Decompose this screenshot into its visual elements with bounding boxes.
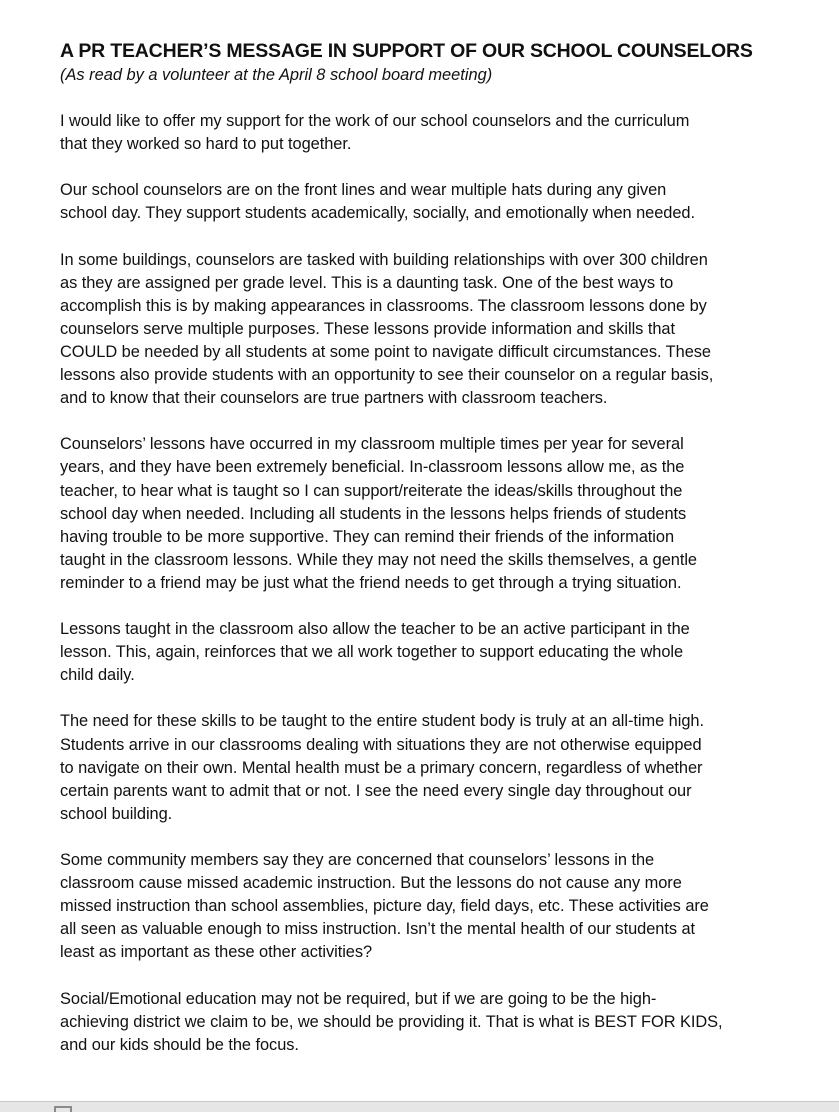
paragraph-4 [60,433,805,595]
line: missed instruction than school assemblies, picture day, field days, etc. These activities are [60,897,709,916]
line: years, and they have been extremely beneficial. In-classroom lessons allow me, as the [60,458,685,477]
line: Our school counselors are on the front lines and wear multiple hats during any given [60,181,667,200]
line: accomplish this is by making appearances in classrooms. The classroom lessons done by [60,296,707,315]
line: reminder to a friend may be just what the friend needs to get through a trying situation. [60,573,682,592]
line: Counselors’ lessons have occurred in my classroom multiple times per year for several [60,435,684,454]
line: achieving district we claim to be, we should be providing it. That is what is BEST FOR KIDS, [60,1012,723,1031]
line: COULD be needed by all students at some point to navigate difficult circumstances. These [60,342,711,361]
line: The need for these skills to be taught to the entire student body is truly at an all-time high. [60,712,704,731]
paragraph-8 [60,988,805,1057]
line: classroom cause missed academic instruction. But the lessons do not cause any more [60,874,682,893]
line: taught in the classroom lessons. While they may not need the skills themselves, a gentle [60,550,697,569]
line: In some buildings, counselors are tasked with building relationships with over 300 children [60,250,708,269]
paragraph-6 [60,710,805,825]
grid-icon[interactable] [54,1106,72,1112]
paragraph-5 [60,618,805,687]
line: least as important as these other activities? [60,943,373,962]
document-body [60,110,805,1057]
line: counselors serve multiple purposes. These lessons provide information and skills that [60,319,675,338]
line: and our kids should be the focus. [60,1035,299,1054]
line: I would like to offer my support for the work of our school counselors and the curriculum [60,112,690,130]
line: and to know that their counselors are true partners with classroom teachers. [60,389,608,408]
line: school building. [60,804,173,823]
document-page [60,40,805,1057]
line: having trouble to be more supportive. They can remind their friends of the information [60,527,675,546]
paragraph-3 [60,249,805,411]
line: Social/Emotional education may not be required, but if we are going to be the high- [60,989,657,1008]
line: lesson. This, again, reinforces that we all work together to support educating the whole [60,643,684,662]
line: all seen as valuable enough to miss instruction. Isn’t the mental health of our students at [60,920,696,939]
line: as they are assigned per grade level. This is a daunting task. One of the best ways to [60,273,674,292]
line: teacher, to hear what is taught so I can support/reiterate the ideas/skills throughout the [60,481,683,500]
paragraph-1 [60,110,805,156]
line: school day. They support students academically, socially, and emotionally when needed. [60,204,695,223]
line: Some community members say they are concerned that counselors’ lessons in the [60,851,655,869]
paragraph-2 [60,179,805,225]
line: Lessons taught in the classroom also allow the teacher to be an active participant in the [60,620,690,639]
line: certain parents want to admit that or not. I see the need every single day throughout our [60,781,692,800]
document-title: A PR TEACHER’S MESSAGE IN SUPPORT OF OUR SCHOOL COUNSELORS [60,40,753,62]
paragraph-7 [60,849,805,964]
line: to navigate on their own. Mental health must be a primary concern, regardless of whether [60,758,703,777]
line: child daily. [60,666,135,685]
document-subtitle: (As read by a volunteer at the April 8 school board meeting) [60,66,493,84]
line: Students arrive in our classrooms dealing with situations they are not otherwise equipped [60,735,702,754]
bottom-toolbar [0,1101,839,1112]
line: that they worked so hard to put together. [60,135,352,154]
line: lessons also provide students with an opportunity to see their counselor on a regular basis, [60,366,714,385]
line: school day when needed. Including all students in the lessons helps friends of students [60,504,687,523]
